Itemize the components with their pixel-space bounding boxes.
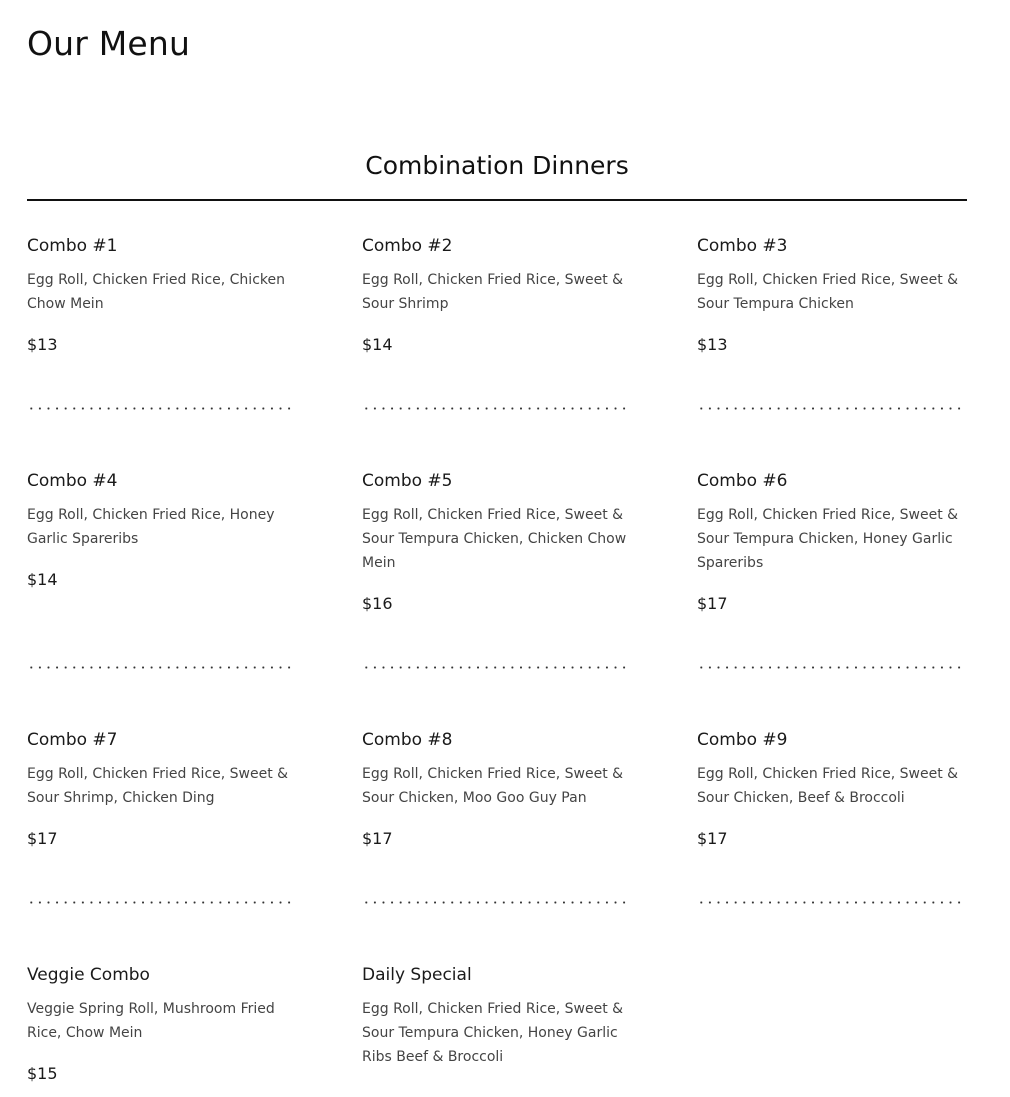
- menu-item-combo-1: [27, 235, 295, 356]
- item-description: Egg Roll, Chicken Fried Rice, Sweet & Sour Shrimp, Chicken Ding: [27, 766, 289, 806]
- dotted-divider: [697, 666, 965, 669]
- item-description: Egg Roll, Chicken Fried Rice, Sweet & Sour Shrimp: [362, 272, 624, 312]
- item-price: $16: [362, 594, 393, 613]
- item-name: Combo #2: [362, 236, 453, 256]
- dotted-divider: [362, 901, 630, 904]
- item-price: $13: [27, 335, 58, 354]
- item-description: Egg Roll, Chicken Fried Rice, Honey Garlic Spareribs: [27, 507, 275, 547]
- item-description: Veggie Spring Roll, Mushroom Fried Rice, Chow Mein: [27, 1001, 275, 1041]
- dotted-divider: [697, 901, 965, 904]
- item-price: $17: [697, 829, 728, 848]
- menu-item-combo-4: [27, 470, 295, 591]
- menu-item-veggie-combo: [27, 964, 295, 1085]
- item-name: Combo #4: [27, 471, 118, 491]
- item-price: $14: [362, 335, 393, 354]
- dotted-divider: [27, 901, 295, 904]
- item-name: Veggie Combo: [27, 965, 150, 985]
- item-price: $17: [27, 829, 58, 848]
- item-price: $17: [697, 594, 728, 613]
- item-description: Egg Roll, Chicken Fried Rice, Sweet & Sour Tempura Chicken, Honey Garlic Spareribs: [697, 507, 959, 571]
- item-description: Egg Roll, Chicken Fried Rice, Sweet & Sour Chicken, Moo Goo Guy Pan: [362, 766, 624, 806]
- item-name: Combo #6: [697, 471, 788, 491]
- dotted-divider: [362, 407, 630, 410]
- item-name: Combo #3: [697, 236, 788, 256]
- item-name: Combo #1: [27, 236, 118, 256]
- menu-item-combo-5: [362, 470, 630, 615]
- item-description: Egg Roll, Chicken Fried Rice, Sweet & Sour Tempura Chicken, Honey Garlic Ribs Beef & Broccoli: [362, 1001, 624, 1065]
- dotted-divider: [697, 407, 965, 410]
- item-price: $13: [697, 335, 728, 354]
- item-description: Egg Roll, Chicken Fried Rice, Chicken Chow Mein: [27, 272, 285, 312]
- menu-item-combo-3: [697, 235, 965, 356]
- section-divider: [27, 199, 967, 201]
- menu-item-daily-special: [362, 964, 630, 1069]
- menu-item-combo-8: [362, 729, 630, 850]
- item-description: Egg Roll, Chicken Fried Rice, Sweet & Sour Tempura Chicken: [697, 272, 959, 312]
- page-title: Our Menu: [27, 24, 191, 63]
- item-name: Combo #8: [362, 730, 453, 750]
- item-name: Daily Special: [362, 965, 472, 985]
- item-description: Egg Roll, Chicken Fried Rice, Sweet & Sour Chicken, Beef & Broccoli: [697, 766, 959, 806]
- item-description: Egg Roll, Chicken Fried Rice, Sweet & Sour Tempura Chicken, Chicken Chow Mein: [362, 507, 627, 571]
- menu-item-combo-6: [697, 470, 965, 615]
- item-name: Combo #7: [27, 730, 118, 750]
- item-price: $17: [362, 829, 393, 848]
- menu-item-combo-2: [362, 235, 630, 356]
- dotted-divider: [27, 666, 295, 669]
- item-price: $14: [27, 570, 58, 589]
- menu-item-combo-7: [27, 729, 295, 850]
- section-title: Combination Dinners: [365, 151, 629, 180]
- item-price: $15: [27, 1064, 58, 1083]
- item-name: Combo #9: [697, 730, 788, 750]
- dotted-divider: [27, 407, 295, 410]
- menu-item-combo-9: [697, 729, 965, 850]
- dotted-divider: [362, 666, 630, 669]
- item-name: Combo #5: [362, 471, 453, 491]
